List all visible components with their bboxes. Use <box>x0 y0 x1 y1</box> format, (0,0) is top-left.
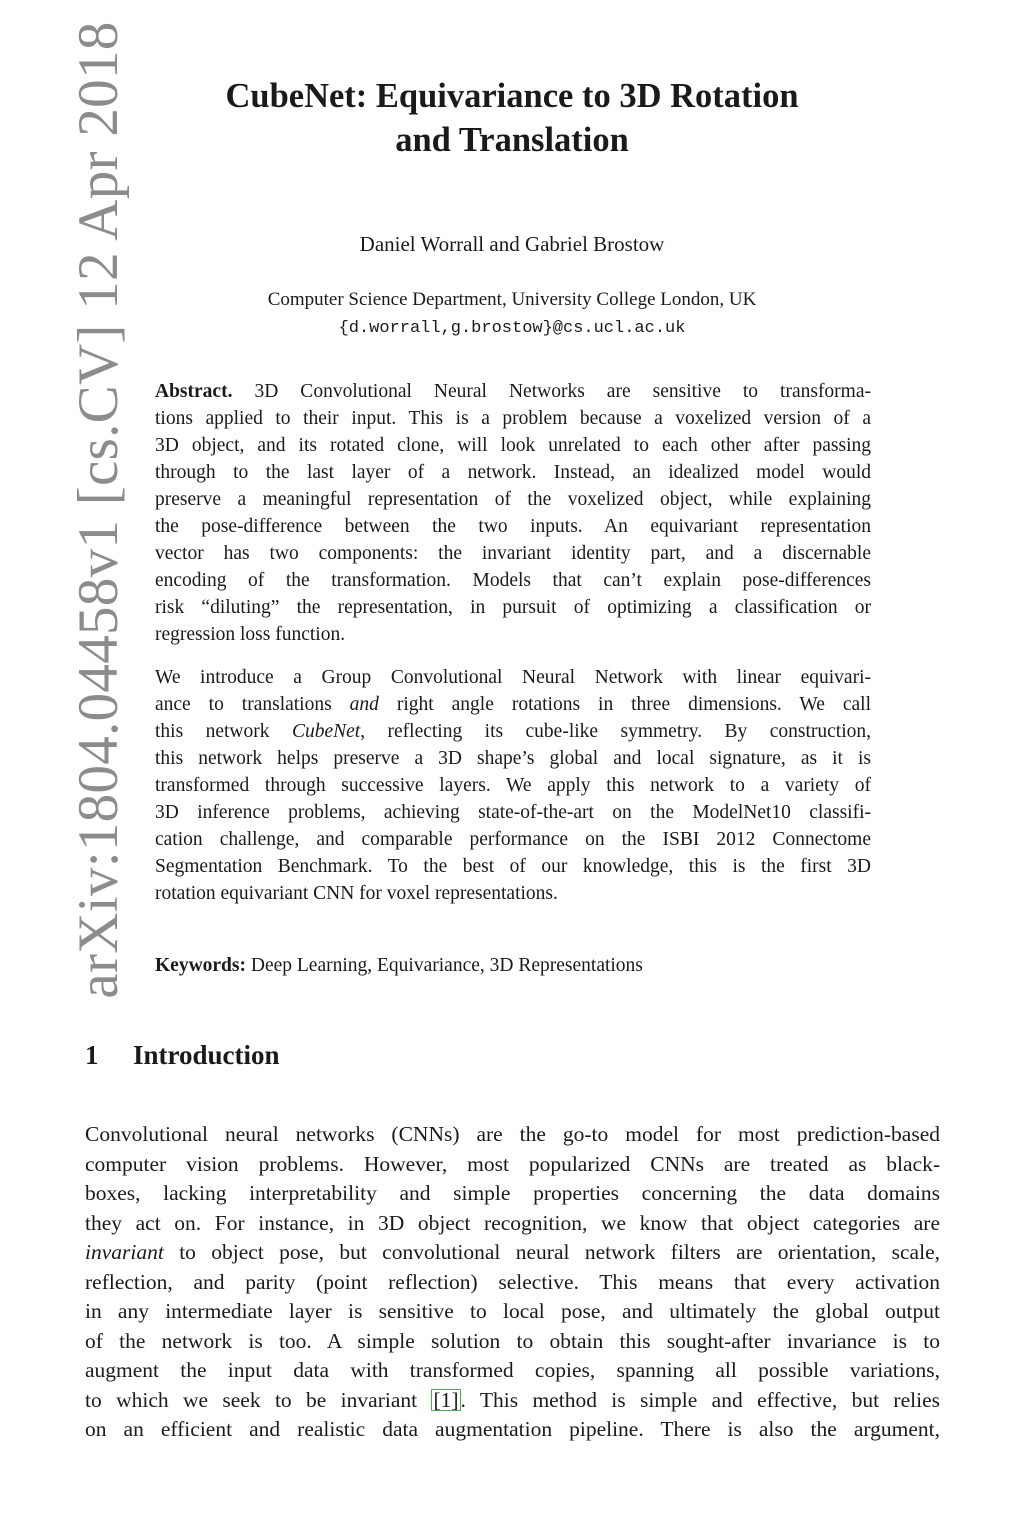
abstract-line: through to the last layer of a network. Instead, an idealized model would <box>155 462 871 483</box>
abstract-line: tions applied to their input. This is a problem because a voxelized version of a <box>155 408 871 429</box>
body-text: . This method is simple and effective, but relies <box>460 1387 940 1412</box>
authors: Daniel Worrall and Gabriel Brostow <box>359 232 665 256</box>
body-line: of the network is too. A simple solution to obtain this sought-after invariance is to <box>85 1328 940 1353</box>
email-address[interactable] <box>150 313 874 342</box>
section-title: Introduction <box>133 1040 280 1070</box>
abstract-line: 3D inference problems, achieving state-of-the-art on the ModelNet10 classifi- <box>155 802 871 823</box>
abstract-line: Segmentation Benchmark. To the best of our knowledge, this is the first 3D <box>155 856 871 877</box>
body-line: on an efficient and realistic data augmentation pipeline. There is also the argument, <box>85 1417 940 1441</box>
paper-title <box>150 74 874 162</box>
abstract-line <box>155 718 871 745</box>
body-line: boxes, lacking interpretability and simple properties concerning the data domains <box>85 1181 940 1205</box>
body-line: they act on. For instance, in 3D object recognition, we know that object categories are <box>85 1210 940 1235</box>
abstract-text: 3D Convolutional Neural Networks are sensitive to transforma- <box>254 381 871 402</box>
abstract-text: right angle rotations in three dimensions. We call <box>378 694 871 715</box>
abstract-label: Abstract. <box>155 381 233 402</box>
abstract-line: We introduce a Group Convolutional Neural Network with linear equivari- <box>155 667 871 688</box>
arxiv-identifier-stamp: arXiv:1804.04458v1 [cs.CV] 12 Apr 2018 <box>66 21 130 999</box>
body-line: Convolutional neural networks (CNNs) are the go-to model for most prediction-based <box>85 1122 940 1146</box>
body-line: reflection, and parity (point reflection) selective. This means that every activation <box>85 1269 940 1294</box>
citation-link[interactable]: [1] <box>433 1387 459 1412</box>
abstract-line: rotation equivariant CNN for voxel representations. <box>155 883 558 904</box>
email-text[interactable]: {d.worrall,g.brostow}@cs.ucl.ac.uk <box>338 319 686 338</box>
body-line: augment the input data with transformed copies, spanning all possible variations, <box>85 1358 940 1382</box>
body-line: computer vision problems. However, most popularized CNNs are treated as black- <box>85 1151 940 1176</box>
body-text: to which we seek to be invariant <box>85 1387 432 1412</box>
keywords-text: Deep Learning, Equivariance, 3D Representations <box>250 955 643 976</box>
abstract-line <box>155 691 871 718</box>
body-line: in any intermediate layer is sensitive to local pose, and ultimately the global output <box>85 1299 940 1323</box>
abstract-emphasis: CubeNet <box>291 721 361 742</box>
abstract-line: encoding of the transformation. Models that can’t explain pose-differences <box>155 570 871 591</box>
abstract-line: transformed through successive layers. We apply this network to a variety of <box>155 775 871 796</box>
abstract-line: the pose-difference between the two inputs. An equivariant representation <box>155 516 871 537</box>
title-line-1: CubeNet: Equivariance to 3D Rotation <box>225 77 799 115</box>
abstract-line: 3D object, and its rotated clone, will look unrelated to each other after passing <box>155 435 871 456</box>
abstract-line: this network helps preserve a 3D shape’s global and local signature, as it is <box>155 748 871 769</box>
abstract-line: risk “diluting” the representation, in pursuit of optimizing a classification or <box>155 597 871 618</box>
section-number: 1 <box>85 1040 99 1070</box>
title-line-2: and Translation <box>395 121 629 159</box>
section-heading <box>85 1040 280 1071</box>
abstract-text: , reflecting its cube-like symmetry. By construction, <box>360 721 871 742</box>
abstract-text: this network <box>155 721 292 742</box>
abstract-line: regression loss function. <box>155 624 346 645</box>
body-line <box>85 1386 940 1416</box>
abstract-text: ance to translations <box>155 694 350 715</box>
keywords-label: Keywords: <box>155 955 246 976</box>
abstract-emphasis: and <box>349 694 379 715</box>
keywords <box>155 952 871 979</box>
body-line <box>85 1238 940 1268</box>
body-text: to object pose, but convolutional neural network filters are orientation, scale, <box>163 1240 940 1264</box>
abstract-line: cation challenge, and comparable performance on the ISBI 2012 Connectome <box>155 829 871 850</box>
abstract-line: vector has two components: the invariant identity part, and a discernable <box>155 543 871 564</box>
abstract-line: preserve a meaningful representation of the voxelized object, while explaining <box>155 489 871 510</box>
abstract-line <box>155 378 871 405</box>
body-emphasis: invariant <box>85 1240 164 1264</box>
affiliation: Computer Science Department, University College London, UK <box>267 289 757 310</box>
